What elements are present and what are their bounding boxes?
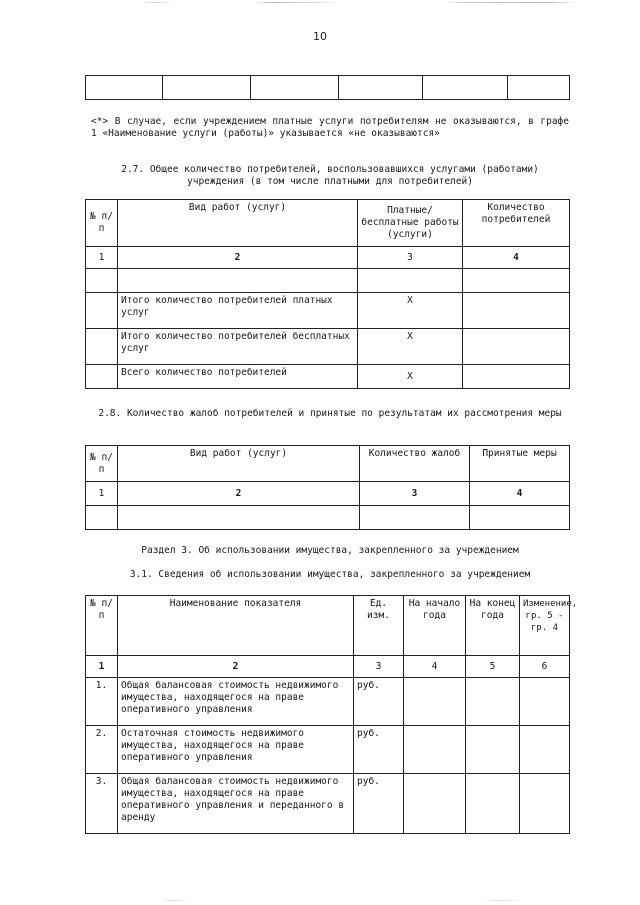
row-unit: руб.	[354, 678, 404, 726]
table-cell	[463, 365, 570, 389]
table-cell	[423, 76, 508, 100]
table-cell	[118, 269, 358, 293]
header-work-type: Вид работ (услуг)	[118, 446, 360, 482]
footnote: <*> В случае, если учреждением платные услуги потребителям не оказываются, в графе 1 «Наименование услуги (работы)» указывается «не оказываются»	[91, 116, 569, 139]
col-number: 1	[86, 482, 118, 506]
row-value: X	[358, 293, 463, 329]
table-cell	[520, 726, 570, 774]
consumers-table	[85, 199, 570, 389]
row-label: Остаточная стоимость недвижимого имущества, находящегося на праве оперативного управления	[118, 726, 354, 774]
header-num: № п/п	[86, 200, 118, 247]
header-consumer-count: Количество потребителей	[463, 200, 570, 247]
header-end-year: На конец года	[466, 596, 520, 656]
table-cell	[163, 76, 251, 100]
table-cell	[86, 76, 163, 100]
col-number: 4	[404, 656, 466, 678]
col-number: 3	[354, 656, 404, 678]
table-cell	[360, 506, 470, 530]
header-paid-free: Платные/бесплатные работы (услуги)	[358, 200, 463, 247]
section-3-1-title: 3.1. Сведения об использовании имущества, закрепленного за учреждением	[129, 569, 531, 580]
table-row	[86, 365, 570, 389]
col-number: 5	[466, 656, 520, 678]
table-cell	[251, 76, 339, 100]
table-row	[86, 293, 570, 329]
row-label: Итого количество потребителей платных услуг	[118, 293, 358, 329]
table-cell	[466, 774, 520, 834]
header-start-year: На начало года	[404, 596, 466, 656]
table-row	[86, 726, 570, 774]
table-row	[86, 329, 570, 365]
table-cell	[463, 269, 570, 293]
row-label: Общая балансовая стоимость недвижимого имущества, находящегося на праве оперативного управления и переданного в аренду	[118, 774, 354, 834]
scan-artifact	[0, 2, 640, 3]
row-num: 2.	[86, 726, 118, 774]
table-cell	[404, 726, 466, 774]
col-number: 1	[86, 656, 118, 678]
table-cell	[520, 678, 570, 726]
header-change: Изменение, гр. 5 - гр. 4	[520, 596, 570, 656]
header-num: № п/п	[86, 446, 118, 482]
table-cell	[118, 506, 360, 530]
table-cell	[463, 329, 570, 365]
row-unit: руб.	[354, 726, 404, 774]
header-work-type: Вид работ (услуг)	[118, 200, 358, 247]
table-cell	[358, 269, 463, 293]
header-num: № п/п	[86, 596, 118, 656]
header-complaint-count: Количество жалоб	[360, 446, 470, 482]
row-label: Всего количество потребителей	[118, 365, 358, 389]
col-number: 4	[470, 482, 570, 506]
col-number: 3	[360, 482, 470, 506]
section-2-7-title: 2.7. Общее количество потребителей, воспользовавшихся услугами (работами) учреждения (в том числе платными для потребителей)	[121, 164, 539, 187]
table-cell	[520, 774, 570, 834]
row-label: Общая балансовая стоимость недвижимого имущества, находящегося на праве оперативного управления	[118, 678, 354, 726]
row-value: X	[358, 365, 463, 389]
table-row	[86, 774, 570, 834]
header-indicator: Наименование показателя	[118, 596, 354, 656]
table-cell	[463, 293, 570, 329]
table-cell	[86, 293, 118, 329]
scan-artifact	[0, 900, 640, 901]
section-2-8-title: 2.8. Количество жалоб потребителей и принятые по результатам их рассмотрения меры	[98, 408, 562, 419]
table-row	[86, 678, 570, 726]
row-label: Итого количество потребителей бесплатных услуг	[118, 329, 358, 365]
col-number: 4	[463, 247, 570, 269]
row-unit: руб.	[354, 774, 404, 834]
table-cell	[86, 506, 118, 530]
row-num: 3.	[86, 774, 118, 834]
complaints-table	[85, 445, 570, 530]
col-number: 2	[118, 247, 358, 269]
table-cell	[404, 678, 466, 726]
row-value: X	[358, 329, 463, 365]
col-number: 2	[118, 656, 354, 678]
table-cell	[466, 726, 520, 774]
page-number: 10	[313, 30, 327, 43]
table-cell	[466, 678, 520, 726]
table-cell	[86, 269, 118, 293]
table-cell	[508, 76, 570, 100]
table-cell	[404, 774, 466, 834]
header-measures: Принятые меры	[470, 446, 570, 482]
table-cell	[339, 76, 423, 100]
row-num: 1.	[86, 678, 118, 726]
property-table	[85, 595, 578, 834]
table-cell	[470, 506, 570, 530]
header-unit: Ед. изм.	[354, 596, 404, 656]
col-number: 6	[520, 656, 570, 678]
col-number: 1	[86, 247, 118, 269]
continuation-table	[85, 75, 570, 100]
col-number: 2	[118, 482, 360, 506]
table-cell	[86, 329, 118, 365]
col-number: 3	[358, 247, 463, 269]
section-3-title: Раздел 3. Об использовании имущества, закрепленного за учреждением	[141, 545, 519, 556]
table-cell	[86, 365, 118, 389]
